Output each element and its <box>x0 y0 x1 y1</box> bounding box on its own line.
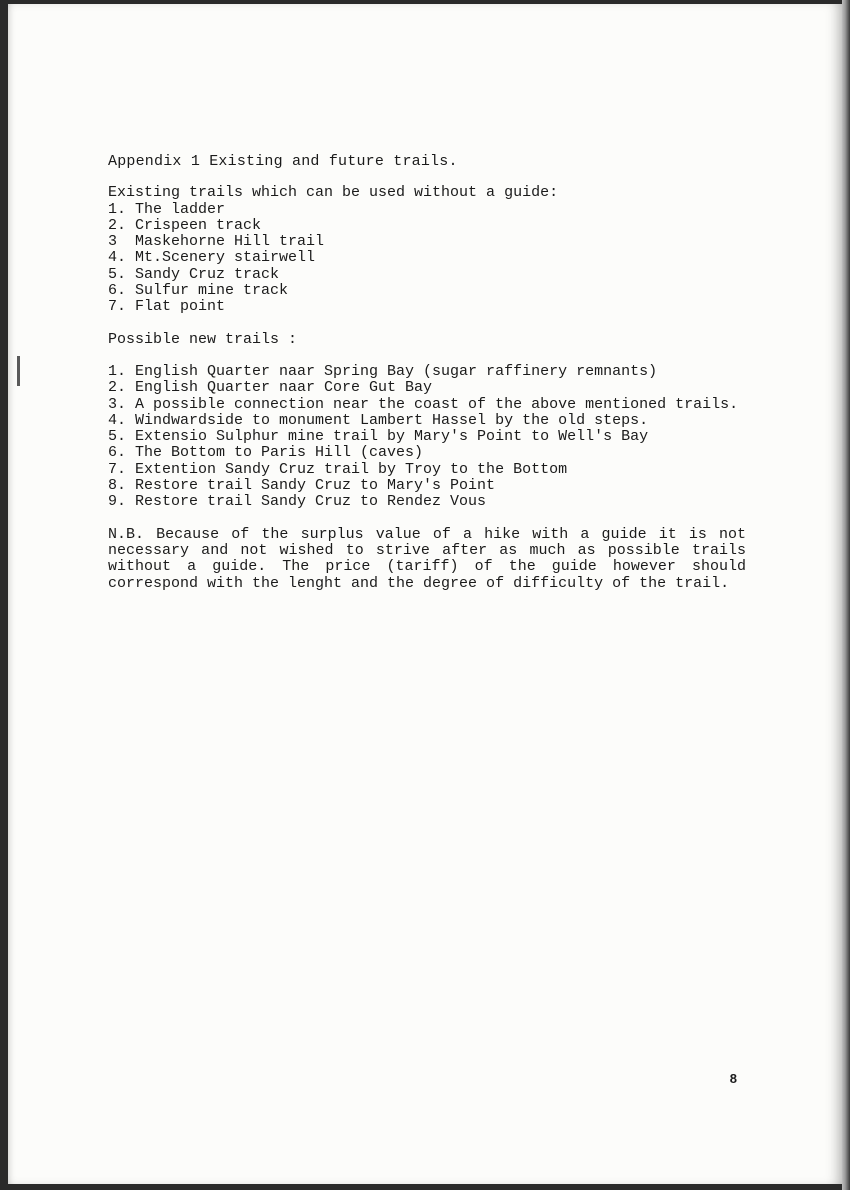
spacer <box>108 316 748 332</box>
list-item: 9. Restore trail Sandy Cruz to Rendez Vous <box>108 493 487 511</box>
list-item: 4. Mt.Scenery stairwell <box>108 249 316 267</box>
existing-trails-title: Existing trails which can be used without a guide: <box>108 184 559 202</box>
possible-trails-title: Possible new trails : <box>108 330 298 348</box>
page-number: 8 <box>729 1071 737 1086</box>
list-item: 3. A possible connection near the coast of the above mentioned trails. <box>108 395 739 413</box>
binding-mark <box>17 356 20 386</box>
document-page <box>8 4 842 1184</box>
note-paragraph: N.B. Because of the surplus value of a hike with a guide it is not necessary and not wished to strive after as much as possible trails without a guide. The price (tariff) of the guide however should correspond with the lenght and the degree of difficulty of the trail. <box>108 525 746 592</box>
list-item: 1. English Quarter naar Spring Bay (sugar raffinery remnants) <box>108 362 658 380</box>
list-item: 4. Windwardside to monument Lambert Hassel by the old steps. <box>108 411 649 429</box>
list-item: 8. Restore trail Sandy Cruz to Mary's Point <box>108 477 496 495</box>
list-item: 3 Maskehorne Hill trail <box>108 233 325 251</box>
appendix-heading: Appendix 1 Existing and future trails. <box>108 153 458 170</box>
list-item: 6. The Bottom to Paris Hill (caves) <box>108 444 424 462</box>
list-item: 6. Sulfur mine track <box>108 282 289 300</box>
list-item: 1. The ladder <box>108 200 226 218</box>
document-body <box>108 154 748 592</box>
existing-trails-list <box>108 202 748 316</box>
list-item: 5. Sandy Cruz track <box>108 265 280 283</box>
list-item: 2. Crispeen track <box>108 216 262 234</box>
list-item: 7. Flat point <box>108 298 226 316</box>
list-item: 2. English Quarter naar Core Gut Bay <box>108 379 433 397</box>
list-item: 7. Extention Sandy Cruz trail by Troy to the Bottom <box>108 460 568 478</box>
spacer <box>108 348 748 364</box>
list-item: 5. Extensio Sulphur mine trail by Mary's Point to Well's Bay <box>108 428 649 446</box>
page-edge-shadow <box>842 0 850 1190</box>
possible-trails-list <box>108 364 748 511</box>
spacer <box>108 511 748 527</box>
